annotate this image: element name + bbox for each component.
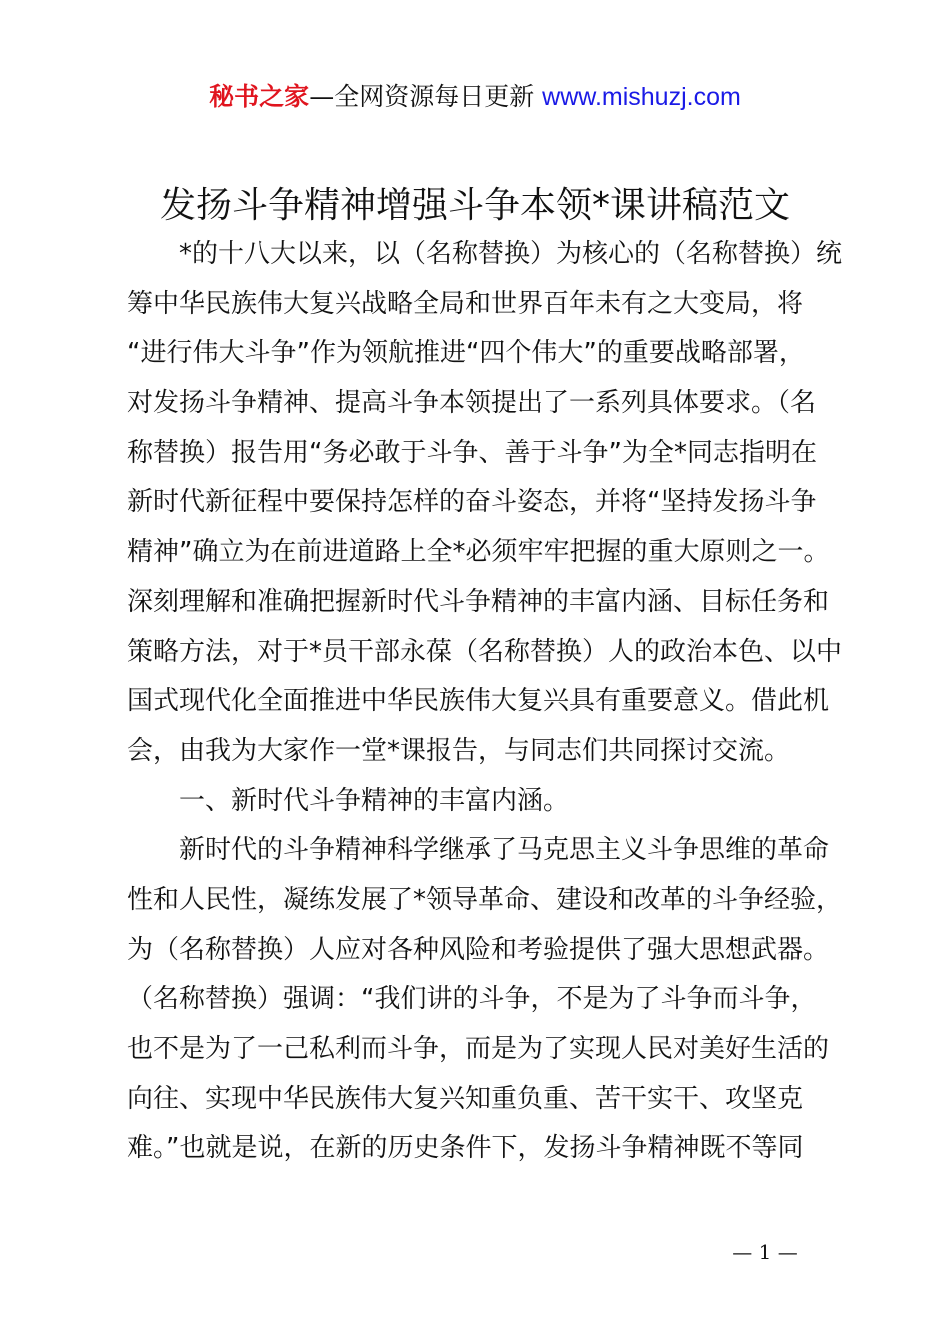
paragraph-line: 精神”确立为在前进道路上全*必须牢牢把握的重大原则之一。 <box>127 537 830 568</box>
document-title: 发扬斗争精神增强斗争本领*课讲稿范文 <box>159 185 790 226</box>
paragraph-line: 称替换）报告用“务必敢于斗争、善于斗争”为全*同志指明在 <box>127 437 817 468</box>
paragraph-line: *的十八大以来，以（名称替换）为核心的（名称替换）统 <box>179 239 843 269</box>
site-url-link[interactable]: www.mishuzj.com <box>542 83 741 111</box>
paragraph-line: 向往、实现中华民族伟大复兴知重负重、苦干实干、攻坚克 <box>127 1083 804 1114</box>
paragraph-line: 筹中华民族伟大复兴战略全局和世界百年未有之大变局，将 <box>127 288 804 319</box>
document-body <box>127 230 843 1174</box>
paragraph-line: （名称替换）强调：“我们讲的斗争，不是为了斗争而斗争， <box>127 984 817 1015</box>
section-heading: 一、新时代斗争精神的丰富内涵。 <box>179 785 570 816</box>
paragraph-line: 新时代新征程中要保持怎样的奋斗姿态，并将“坚持发扬斗争 <box>127 487 817 518</box>
paragraph-line: 会，由我为大家作一堂*课报告，与同志们共同探讨交流。 <box>127 735 791 766</box>
paragraph-line: 策略方法，对于*员干部永葆（名称替换）人的政治本色、以中 <box>127 636 843 667</box>
paragraph-line: 为（名称替换）人应对各种风险和考验提供了强大思想武器。 <box>127 934 830 965</box>
header-tagline: —全网资源每日更新 <box>309 82 535 111</box>
paragraph-line: 难。”也就是说，在新的历史条件下，发扬斗争精神既不等同 <box>127 1133 804 1164</box>
page-number: — 1 — <box>732 1240 798 1264</box>
paragraph-line: 新时代的斗争精神科学继承了马克思主义斗争思维的革命 <box>179 835 830 866</box>
paragraph-line: “进行伟大斗争”作为领航推进“四个伟大”的重要战略部署， <box>127 338 805 369</box>
paragraph-line: 对发扬斗争精神、提高斗争本领提出了一系列具体要求。（名 <box>127 388 817 419</box>
paragraph-line: 性和人民性，凝练发展了*领导革命、建设和改革的斗争经验， <box>127 884 843 915</box>
paragraph-line: 国式现代化全面推进中华民族伟大复兴具有重要意义。借此机 <box>127 686 830 717</box>
paragraph-line: 深刻理解和准确把握新时代斗争精神的丰富内涵、目标任务和 <box>127 586 830 617</box>
brand-name: 秘书之家 <box>209 82 310 111</box>
paragraph-line: 也不是为了一己私利而斗争，而是为了实现人民对美好生活的 <box>127 1034 830 1064</box>
site-header <box>0 80 950 114</box>
